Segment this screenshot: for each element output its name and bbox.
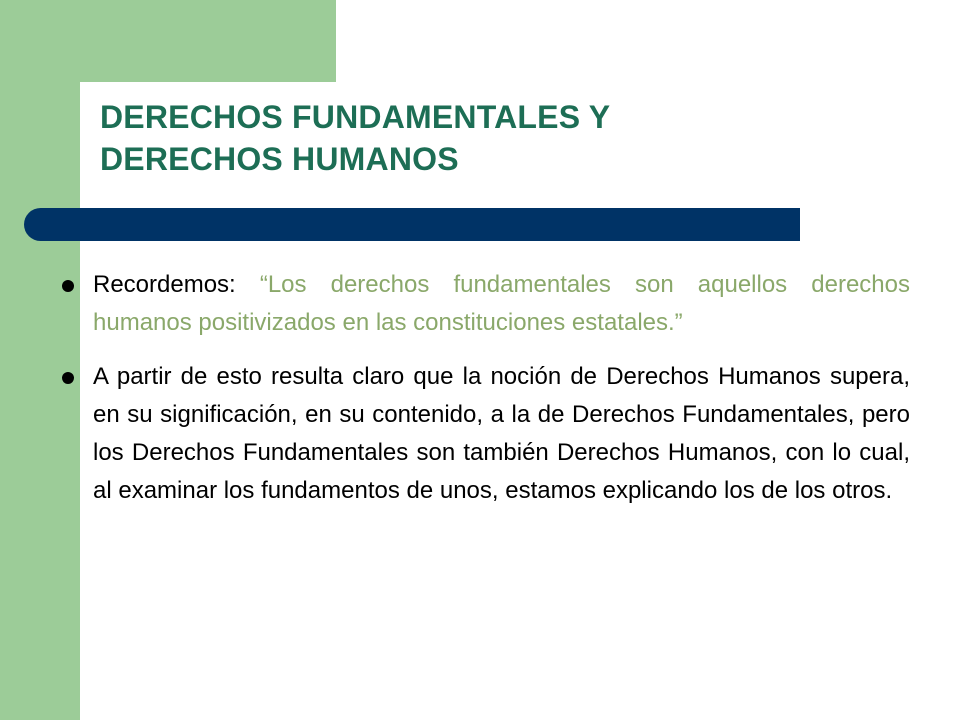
title-line-1: DERECHOS FUNDAMENTALES Y — [100, 99, 611, 135]
bullet-item-2 — [60, 358, 910, 510]
green-top-block — [0, 0, 336, 82]
bullet-2-text: A partir de esto resulta claro que la noción de Derechos Humanos supera, en su significación, en su contenido, a la de Derechos Fundamentales, pero los Derechos Fundamentales son también Derechos Humanos, con lo cual, al examinar los fundamentos de unos, estamos explicando los de los otros. — [93, 363, 910, 504]
slide-title — [100, 96, 860, 180]
bullet-1-lead: Recordemos: — [93, 271, 260, 298]
title-divider-bar — [24, 208, 800, 241]
bullet-1-quote: “Los derechos fundamentales son aquellos derechos humanos positivizados en las constituciones estatales.” — [93, 271, 911, 336]
bullet-item-1 — [60, 266, 910, 342]
bullet-dot-icon — [62, 280, 74, 292]
bullet-dot-icon — [62, 372, 74, 384]
bullet-list — [60, 266, 910, 526]
title-line-2: DERECHOS HUMANOS — [100, 141, 459, 177]
